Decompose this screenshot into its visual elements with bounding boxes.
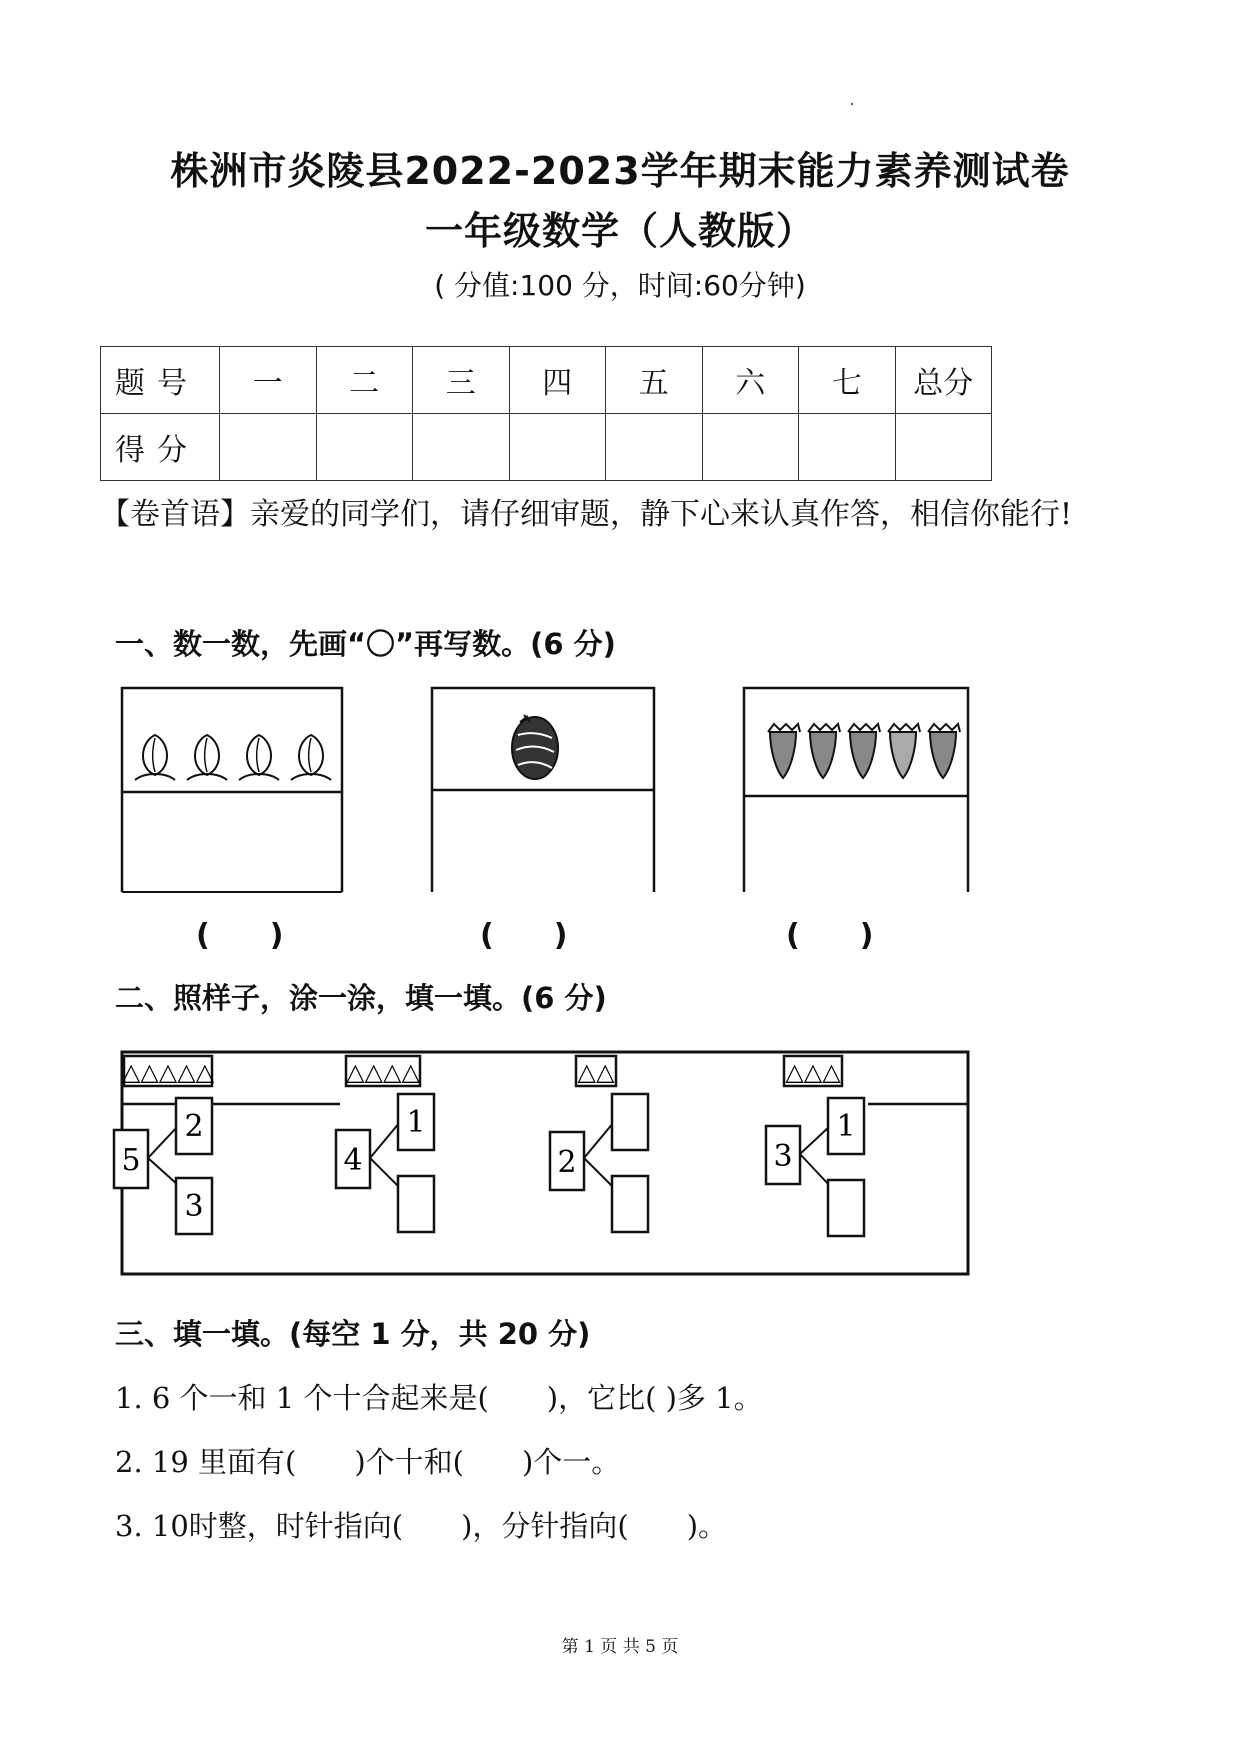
answer-box[interactable] bbox=[828, 1180, 864, 1236]
count-box-peaches bbox=[122, 688, 342, 892]
scan-speck bbox=[851, 103, 853, 105]
total-number: 3 bbox=[773, 1139, 793, 1174]
score-cell[interactable] bbox=[799, 414, 896, 481]
page-title: 株洲市炎陵县2022-2023学年期末能力素养测试卷 bbox=[170, 149, 1070, 193]
total-number: 2 bbox=[557, 1145, 577, 1180]
decomposition-group-1 bbox=[114, 1098, 212, 1234]
watermelon-icon bbox=[512, 715, 558, 779]
score-table-header-row bbox=[101, 347, 992, 414]
strawberry-icon bbox=[768, 724, 800, 778]
answer-box[interactable] bbox=[612, 1176, 648, 1232]
score-col-2: 二 bbox=[316, 347, 413, 414]
score-cell[interactable] bbox=[702, 414, 799, 481]
score-col-5: 五 bbox=[606, 347, 703, 414]
section3-heading: 三、填一填。(每空 1 分，共 20 分) bbox=[115, 1317, 591, 1351]
decomposition-group-4 bbox=[766, 1098, 864, 1236]
strawberry-icon bbox=[848, 724, 880, 778]
total-number: 5 bbox=[121, 1143, 141, 1178]
strawberry-icon bbox=[928, 724, 960, 778]
page-footer: 第 1 页 共 5 页 bbox=[561, 1637, 679, 1657]
intro-text: 【卷首语】亲爱的同学们，请仔细审题，静下心来认真作答，相信你能行! bbox=[100, 497, 1073, 532]
answer-blank-2[interactable]: ( ) bbox=[480, 918, 568, 953]
score-table bbox=[100, 346, 992, 481]
question-3: 3. 10时整，时针指向( )，分针指向( )。 bbox=[115, 1509, 728, 1543]
section2-heading: 二、照样子，涂一涂，填一填。(6 分) bbox=[115, 981, 607, 1015]
total-number: 4 bbox=[343, 1143, 363, 1178]
score-table-score-row bbox=[101, 414, 992, 481]
score-cell[interactable] bbox=[606, 414, 703, 481]
score-col-3: 三 bbox=[413, 347, 510, 414]
count-box-watermelon bbox=[432, 688, 654, 892]
triangle-icon: △△△△△ bbox=[121, 1058, 215, 1086]
count-box-strawberries bbox=[744, 688, 968, 892]
strawberry-icon bbox=[808, 724, 840, 778]
question-1: 1. 6 个一和 1 个十合起来是( )，它比( )多 1。 bbox=[115, 1381, 763, 1415]
score-table-row2-label: 得分 bbox=[101, 414, 220, 481]
part-number-top: 1 bbox=[406, 1105, 426, 1140]
strawberry-icon bbox=[888, 724, 920, 778]
part-number-bottom: 3 bbox=[184, 1189, 204, 1224]
score-cell[interactable] bbox=[220, 414, 317, 481]
score-col-7: 七 bbox=[799, 347, 896, 414]
answer-box[interactable] bbox=[398, 1176, 434, 1232]
peach-icon bbox=[291, 735, 331, 780]
peach-icon bbox=[135, 735, 175, 780]
score-col-4: 四 bbox=[509, 347, 606, 414]
decomposition-figure bbox=[110, 1040, 980, 1280]
decomposition-group-2 bbox=[336, 1094, 434, 1232]
peach-icon bbox=[239, 735, 279, 780]
score-col-1: 一 bbox=[220, 347, 317, 414]
score-col-total: 总分 bbox=[895, 347, 992, 414]
answer-blank-1[interactable]: ( ) bbox=[196, 918, 284, 953]
triangle-icon: △△△ bbox=[785, 1058, 841, 1086]
triangle-icon: △△△△ bbox=[346, 1058, 420, 1086]
score-cell[interactable] bbox=[509, 414, 606, 481]
question-2: 2. 19 里面有( )个十和( )个一。 bbox=[115, 1445, 621, 1479]
page-subtitle: 一年级数学（人教版） bbox=[424, 209, 815, 253]
part-number-top: 1 bbox=[836, 1109, 856, 1144]
answer-box[interactable] bbox=[612, 1094, 648, 1150]
score-table-row1-label: 题号 bbox=[101, 347, 220, 414]
score-cell[interactable] bbox=[895, 414, 992, 481]
decomposition-group-3 bbox=[550, 1094, 648, 1232]
triangle-icon: △△ bbox=[577, 1058, 615, 1086]
exam-info: ( 分值:100 分，时间:60分钟) bbox=[434, 269, 806, 302]
score-col-6: 六 bbox=[702, 347, 799, 414]
score-cell[interactable] bbox=[316, 414, 413, 481]
counting-figure bbox=[110, 680, 990, 900]
section1-heading: 一、数一数，先画“〇”再写数。(6 分) bbox=[115, 627, 616, 661]
answer-blank-3[interactable]: ( ) bbox=[786, 918, 874, 953]
peach-icon bbox=[187, 735, 227, 780]
part-number-top: 2 bbox=[184, 1109, 204, 1144]
score-cell[interactable] bbox=[413, 414, 510, 481]
